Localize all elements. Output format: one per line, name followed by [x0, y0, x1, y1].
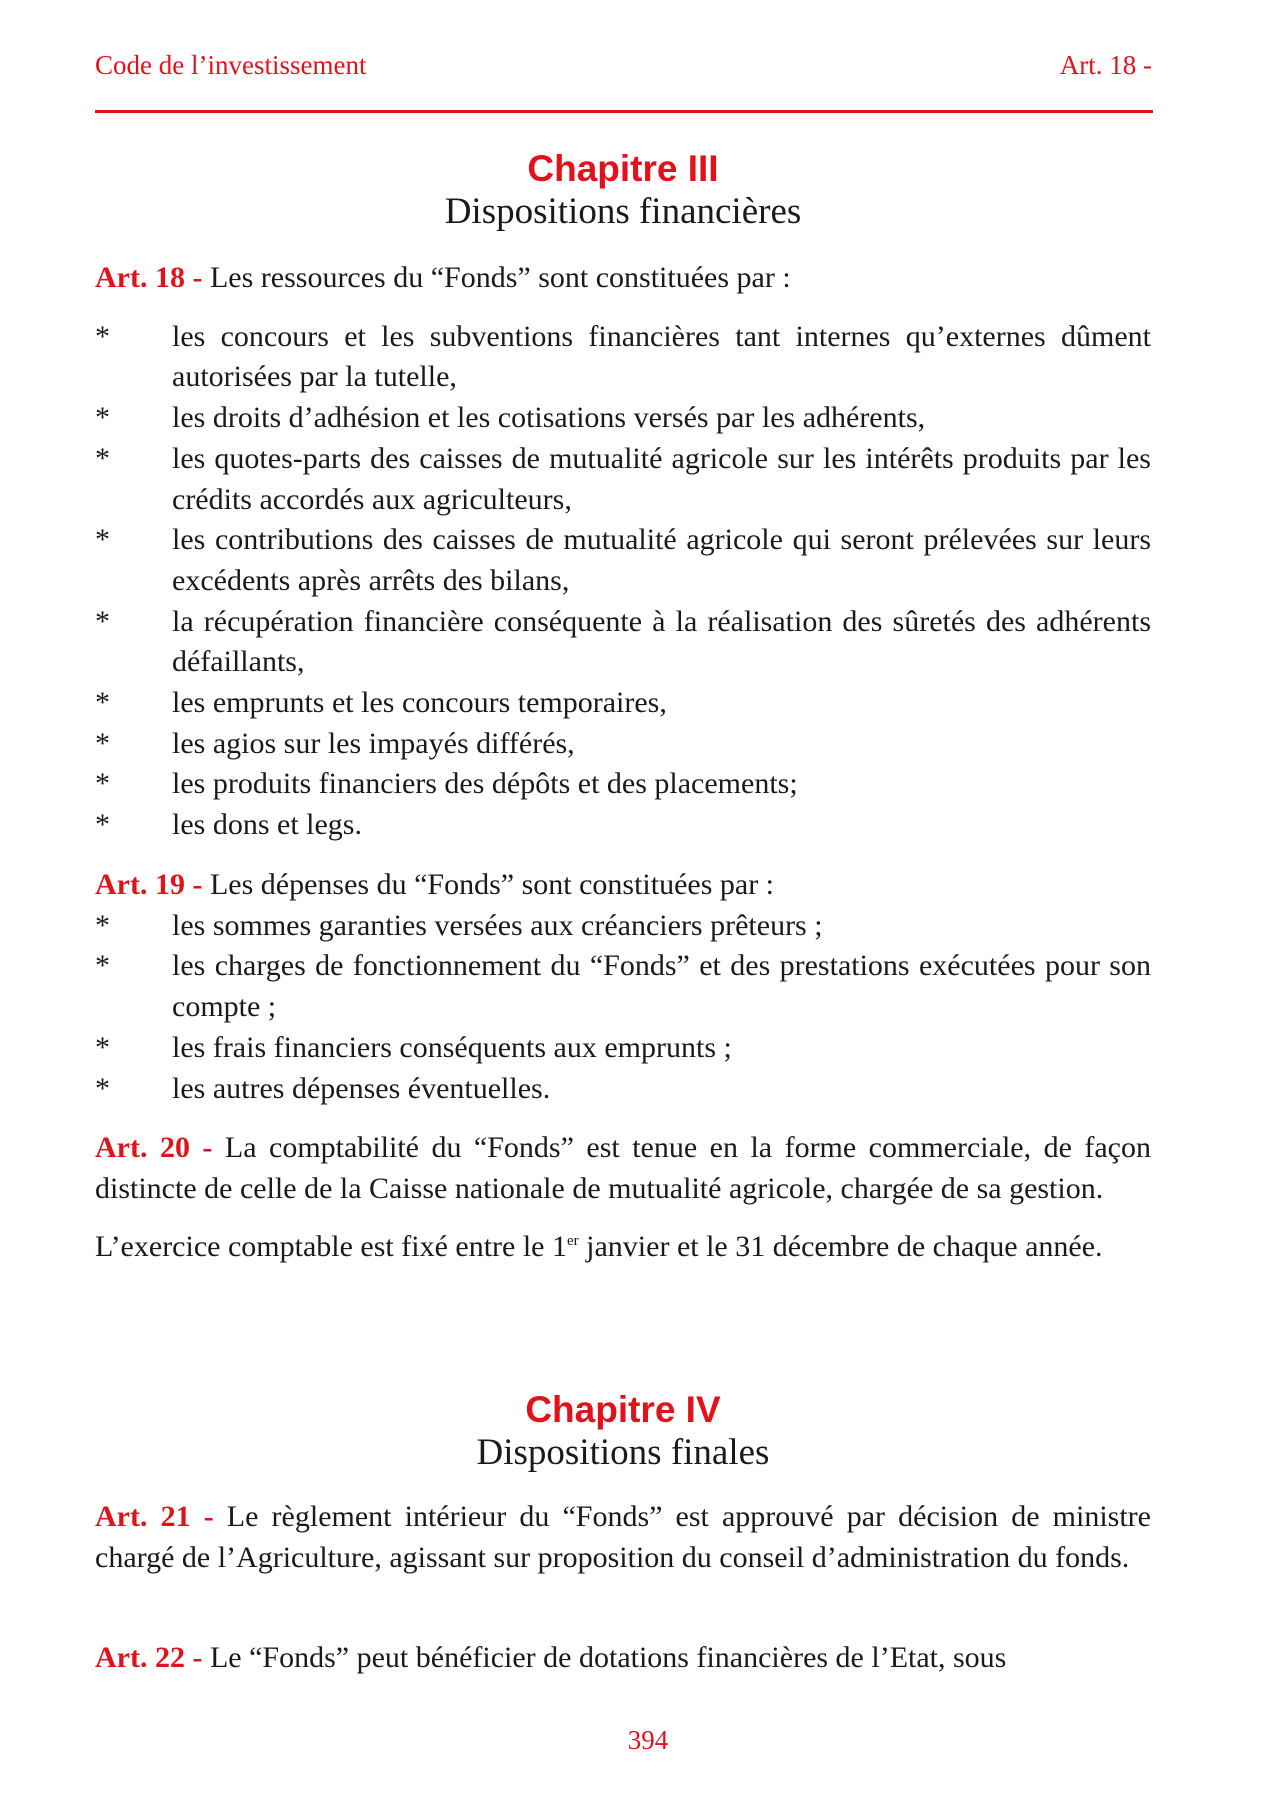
list-item-text: les concours et les subventions financières tant internes qu’externes dûment autorisées par la tutelle,: [172, 319, 1151, 394]
article-22: [95, 1638, 1151, 1679]
list-item-text: les autres dépenses éventuelles.: [172, 1071, 551, 1105]
chapter-subtitle: Dispositions financières: [444, 191, 802, 232]
chapter-title: Chapitre III: [527, 148, 719, 189]
bullet-asterisk: *: [95, 949, 110, 983]
article-18-list: [95, 317, 1151, 846]
chapter-title: Chapitre IV: [525, 1389, 721, 1430]
bullet-asterisk: *: [95, 604, 110, 638]
list-item-text: les dons et legs.: [172, 808, 362, 842]
article-label: Art. 19 -: [95, 868, 203, 901]
article-20: [95, 1128, 1151, 1268]
list-item-text: les quotes-parts des caisses de mutualité agricole sur les intérêts produits par les crédits accordés aux agriculteurs,: [172, 441, 1151, 516]
text: L’exercice comptable est fixé entre le 1: [95, 1230, 567, 1264]
list-item: [95, 602, 1151, 683]
list-item: [95, 724, 1151, 765]
bullet-asterisk: *: [95, 523, 110, 557]
list-item: [95, 317, 1151, 398]
list-item: [95, 398, 1151, 439]
bullet-asterisk: *: [95, 908, 110, 942]
list-item-text: la récupération financière conséquente à la réalisation des sûretés des adhérents défaillants,: [172, 604, 1151, 679]
bullet-asterisk: *: [95, 1071, 110, 1105]
text: janvier et le 31 décembre de chaque année.: [578, 1230, 1103, 1264]
list-item: [95, 683, 1151, 724]
bullet-asterisk: *: [95, 808, 110, 842]
bullet-asterisk: *: [95, 686, 110, 720]
header-rule: [95, 110, 1153, 113]
article-text: Le règlement intérieur du “Fonds” est approuvé par décision de ministre chargé de l’Agriculture, agissant sur proposition du conseil d’administration du fonds.: [95, 1500, 1151, 1574]
list-item-text: les droits d’adhésion et les cotisations versés par les adhérents,: [172, 401, 926, 435]
article-text: Le “Fonds” peut bénéficier de dotations financières de l’Etat, sous: [202, 1641, 1007, 1674]
list-item: [95, 764, 1151, 805]
list-item-text: les emprunts et les concours temporaires,: [172, 686, 667, 720]
list-item-text: les charges de fonctionnement du “Fonds” et des prestations exécutées pour son compte ;: [172, 949, 1151, 1024]
list-item-text: les agios sur les impayés différés,: [172, 726, 575, 760]
list-item-text: les sommes garanties versées aux créanciers prêteurs ;: [172, 908, 823, 942]
superscript: er: [567, 1233, 579, 1250]
list-item: [95, 1069, 1151, 1110]
article-19: [95, 865, 1151, 1109]
bullet-asterisk: *: [95, 319, 110, 353]
article-intro: Les ressources du “Fonds” sont constituées par :: [202, 261, 791, 294]
article-label: Art. 22 -: [95, 1641, 203, 1674]
list-item: [95, 906, 1151, 947]
article-label: Art. 20 -: [95, 1131, 213, 1164]
list-item-text: les frais financiers conséquents aux emprunts ;: [172, 1030, 732, 1064]
article-text: La comptabilité du “Fonds” est tenue en la forme commerciale, de façon distincte de celle de la Caisse nationale de mutualité agricole, chargée de sa gestion.: [95, 1131, 1151, 1205]
list-item: [95, 946, 1151, 1027]
article-label: Art. 18 -: [95, 261, 203, 294]
chapter-4-heading: [95, 1389, 1151, 1475]
chapter-subtitle: Dispositions finales: [476, 1432, 770, 1473]
list-item-text: les produits financiers des dépôts et des placements;: [172, 767, 798, 801]
list-item: [95, 520, 1151, 601]
bullet-asterisk: *: [95, 401, 110, 435]
article-intro: Les dépenses du “Fonds” sont constituées par :: [202, 868, 775, 901]
article-20-paragraph-2: [95, 1227, 1151, 1268]
article-18: [95, 258, 1151, 846]
article-21: [95, 1497, 1151, 1578]
list-item: [95, 805, 1151, 846]
list-item: [95, 1028, 1151, 1069]
bullet-asterisk: *: [95, 726, 110, 760]
article-label: Art. 21 -: [95, 1500, 214, 1533]
list-item: [95, 439, 1151, 520]
running-header-article: Art. 18 -: [1059, 50, 1152, 80]
chapter-3-heading: [95, 148, 1151, 234]
bullet-asterisk: *: [95, 767, 110, 801]
bullet-asterisk: *: [95, 1030, 110, 1064]
running-header-title: Code de l’investissement: [95, 50, 367, 80]
page-number: 394: [627, 1725, 669, 1755]
article-19-list: [95, 906, 1151, 1110]
bullet-asterisk: *: [95, 441, 110, 475]
list-item-text: les contributions des caisses de mutualité agricole qui seront prélevées sur leurs excédents après arrêts des bilans,: [172, 523, 1151, 597]
